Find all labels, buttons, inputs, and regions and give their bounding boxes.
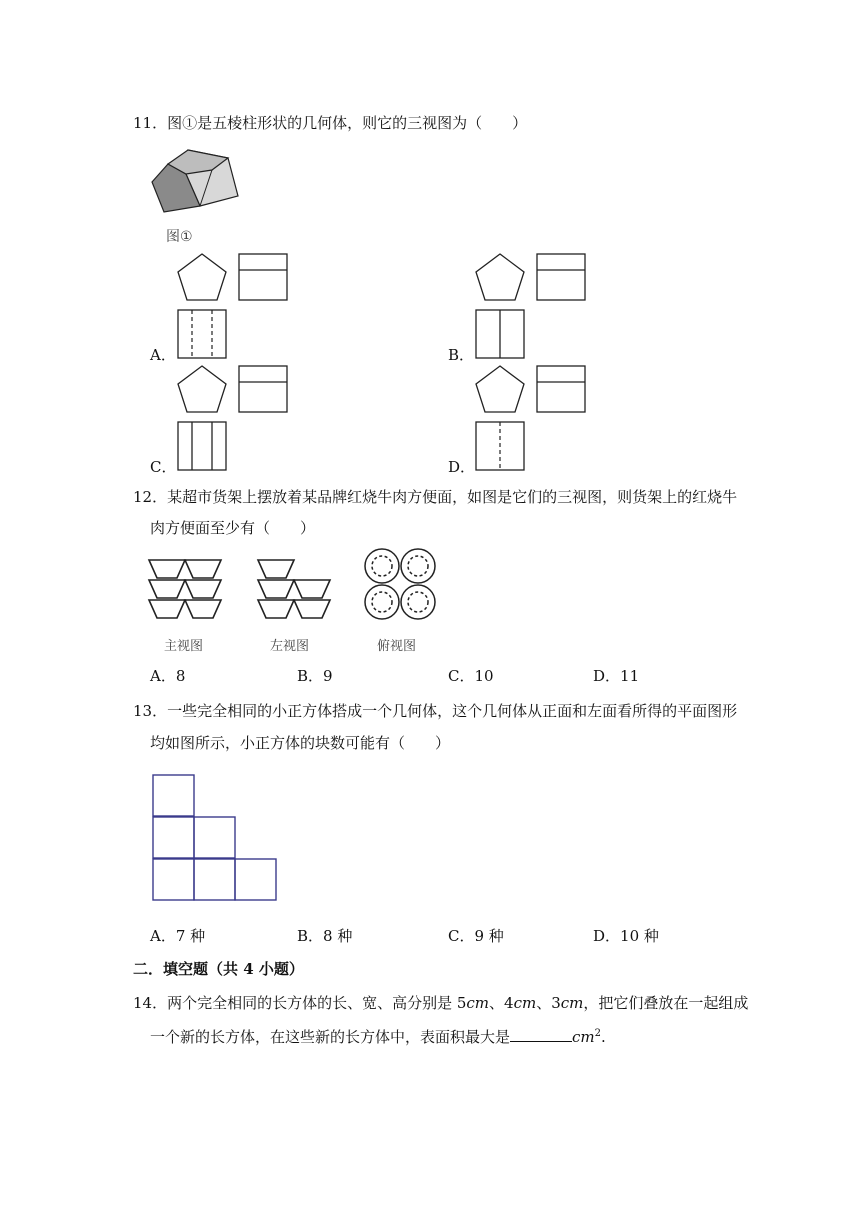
q12-text-line1: 12．某超市货架上摆放着某品牌红烧牛肉方便面，如图是它们的三视图，则货架上的红烧牛	[133, 488, 738, 506]
figure-caption: 图①	[166, 229, 193, 245]
pentagonal-prism-figure	[150, 148, 240, 218]
q14-suffix: ，把它们叠放在一起组成	[583, 994, 749, 1012]
top-view-figure	[363, 547, 443, 623]
q14-sep2: 、3	[536, 994, 561, 1012]
q11-option-a[interactable]: A．	[150, 346, 176, 364]
option-d-views	[474, 364, 594, 474]
side-view-caption: 左视图	[270, 639, 310, 654]
option-c-views	[176, 364, 296, 474]
cube-view-grid	[152, 774, 282, 904]
q13-option-d[interactable]: D．10 种	[593, 927, 659, 945]
answer-blank[interactable]	[510, 1027, 572, 1042]
unit-cm: cm	[560, 994, 584, 1012]
section-heading: 二．填空题（共 4 小题）	[133, 960, 304, 978]
q14-sep1: 、4	[489, 994, 514, 1012]
q13-text-line1: 13．一些完全相同的小正方体搭成一个几何体，这个几何体从正面和左面看所得的平面图形	[133, 702, 738, 720]
unit-cm: cm	[466, 994, 490, 1012]
q12-option-c[interactable]: C．10	[448, 667, 494, 685]
q14-text-line1	[133, 992, 748, 1013]
q12-text-line2: 肉方便面至少有（ ）	[150, 519, 316, 537]
q11-option-c[interactable]: C．	[150, 458, 177, 476]
q12-option-b[interactable]: B．9	[297, 667, 333, 685]
superscript-2: 2	[594, 1028, 602, 1039]
q13-text-line2: 均如图所示，小正方体的块数可能有（ ）	[150, 734, 451, 752]
q14-line2-prefix: 一个新的长方体，在这些新的长方体中，表面积最大是	[150, 1028, 511, 1046]
q12-option-d[interactable]: D．11	[593, 667, 640, 685]
q11-text: 11．图①是五棱柱形状的几何体，则它的三视图为（ ）	[133, 114, 528, 132]
q14-end: .	[601, 1028, 606, 1046]
q11-option-d[interactable]: D．	[448, 458, 476, 476]
option-b-views	[474, 252, 594, 362]
q14-prefix: 14．两个完全相同的长方体的长、宽、高分别是 5	[133, 994, 467, 1012]
front-view-caption: 主视图	[164, 639, 204, 654]
q14-text-line2	[150, 1026, 606, 1047]
option-a-views	[176, 252, 296, 362]
side-view-figure	[256, 558, 336, 624]
top-view-caption: 俯视图	[377, 639, 417, 654]
unit-cm: cm	[513, 994, 537, 1012]
q12-option-a[interactable]: A．8	[150, 667, 186, 685]
q13-option-b[interactable]: B．8 种	[297, 927, 353, 945]
q13-option-c[interactable]: C．9 种	[448, 927, 504, 945]
front-view-figure	[147, 558, 227, 624]
q13-option-a[interactable]: A．7 种	[150, 927, 206, 945]
q11-option-b[interactable]: B．	[448, 346, 475, 364]
unit-cm-squared: cm	[572, 1028, 595, 1046]
